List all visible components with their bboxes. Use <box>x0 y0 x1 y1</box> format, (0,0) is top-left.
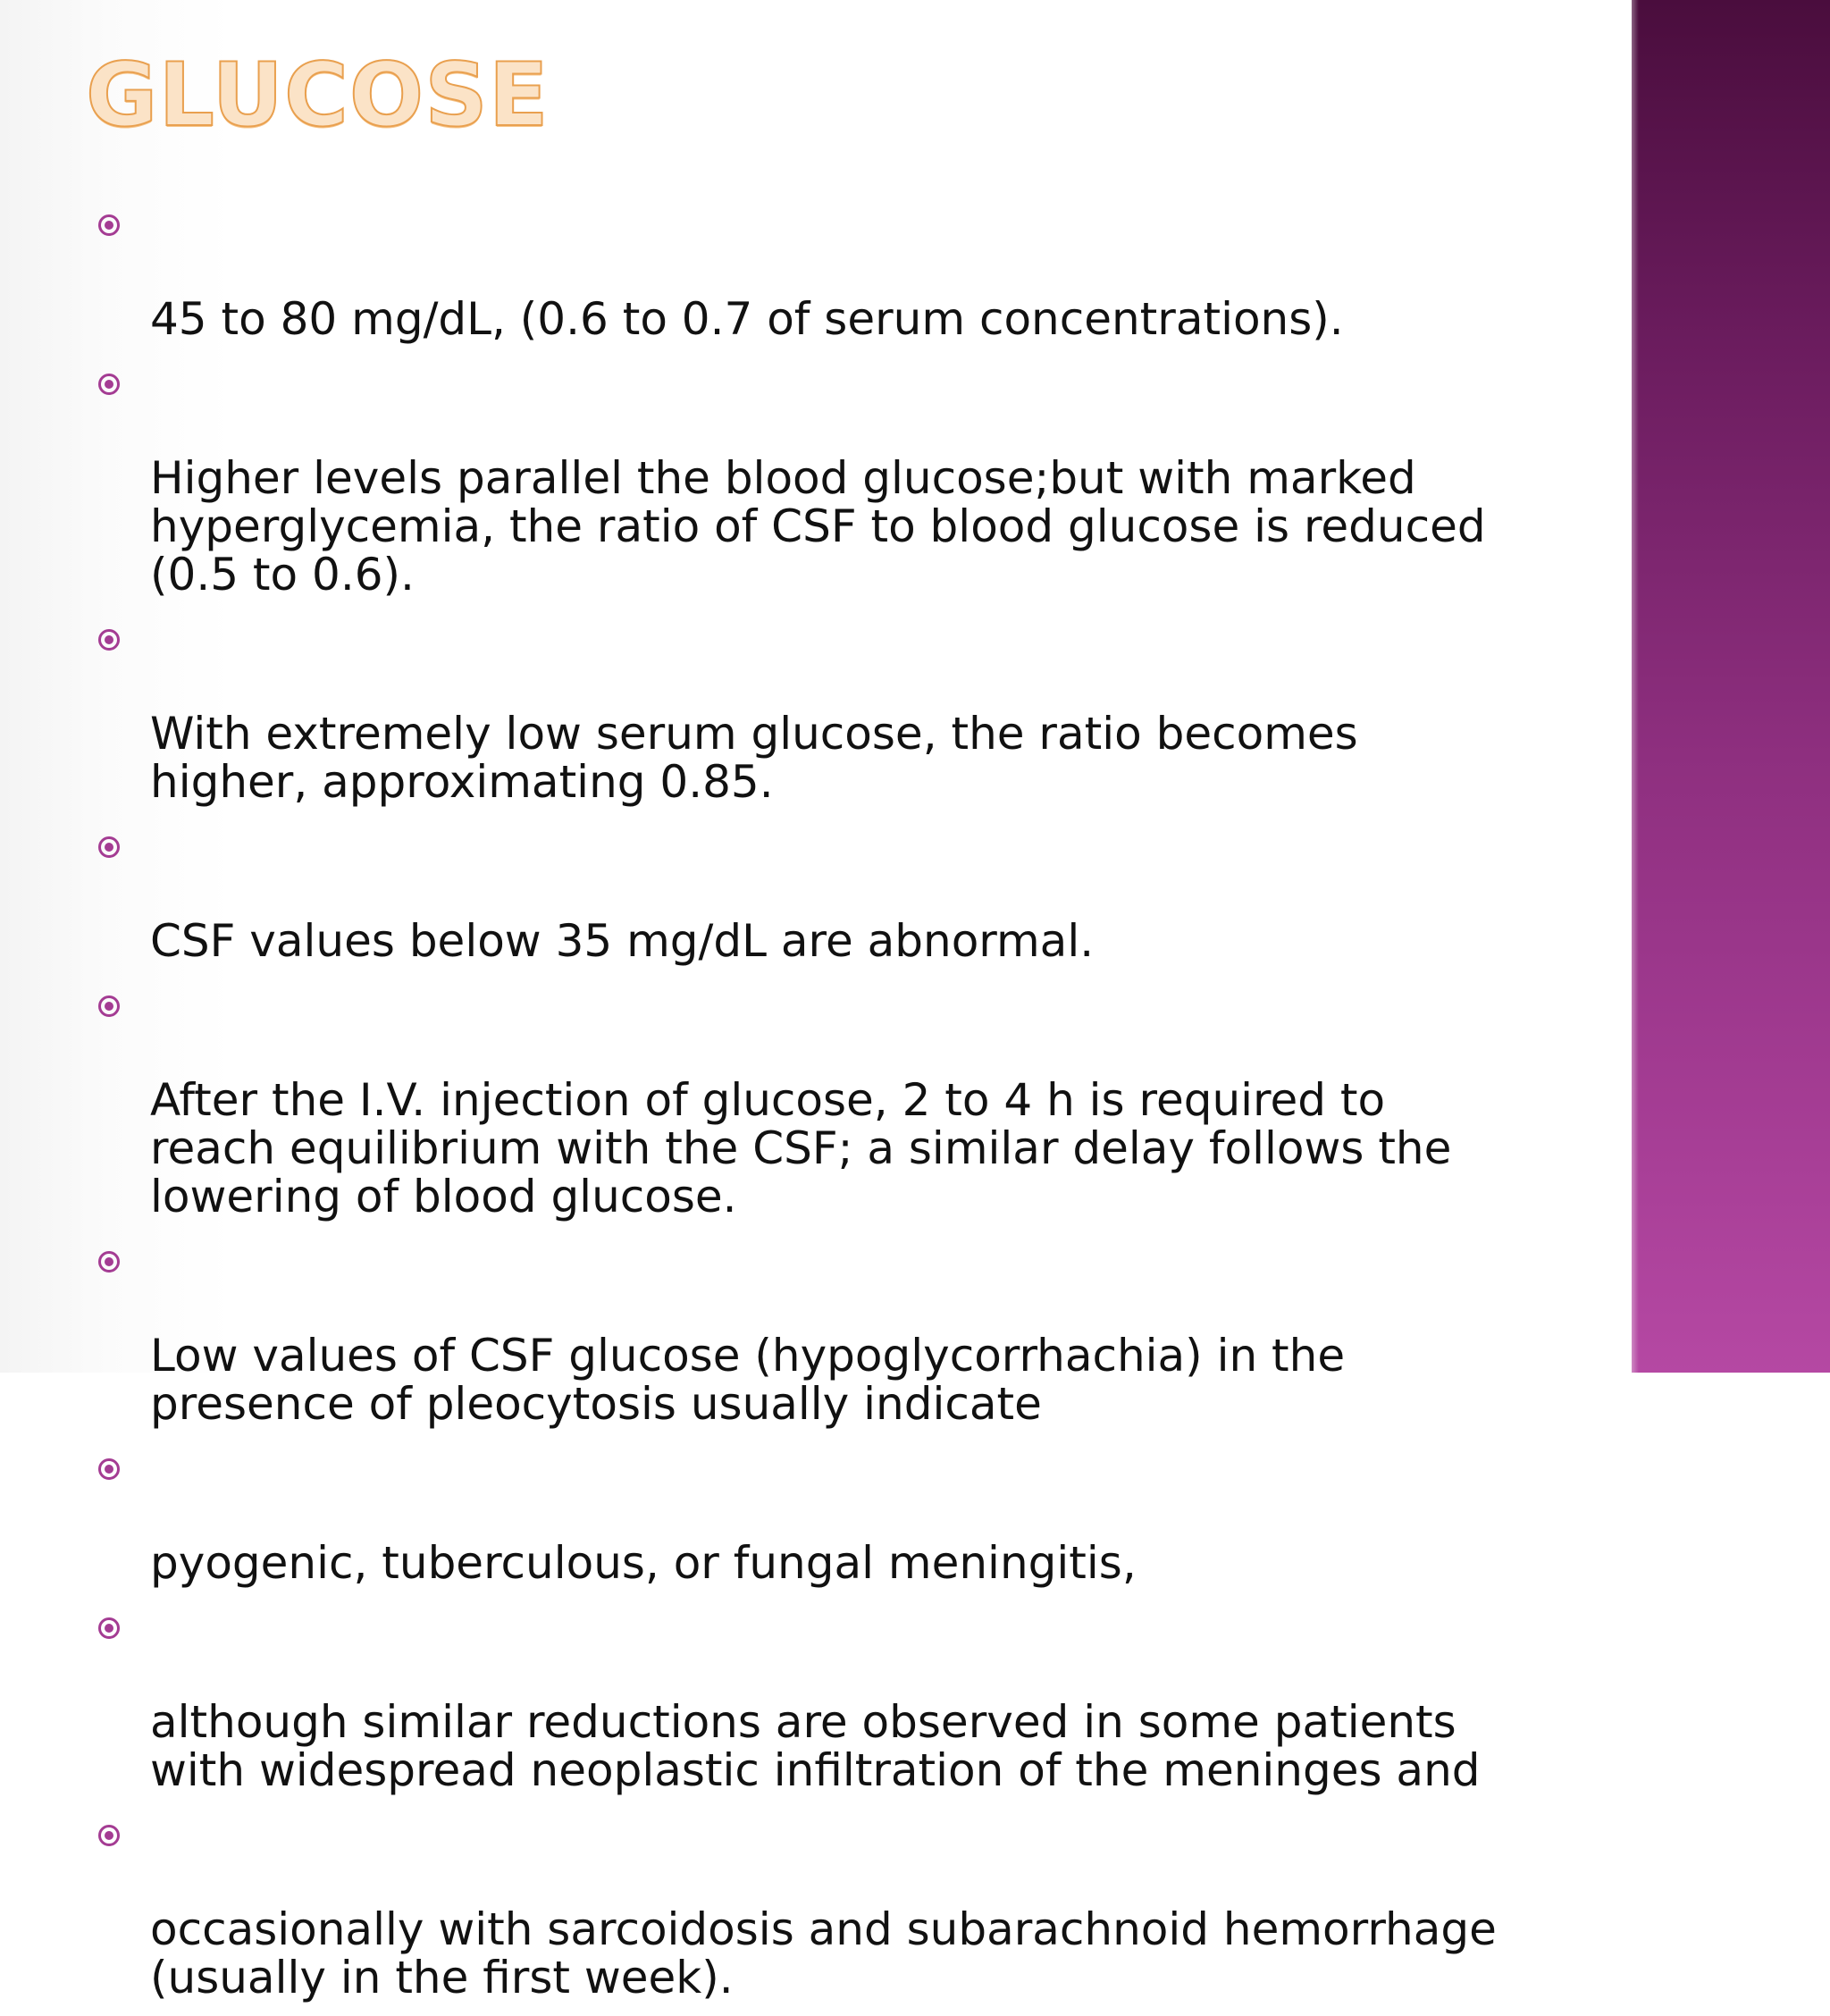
bullet-item <box>93 1601 1523 1794</box>
bullet-text: With extremely low serum glucose, the ratio becomes higher, approximating 0.85. <box>150 708 1358 808</box>
bullet-text: Low values of CSF glucose (hypoglycorrhachia) in the presence of pleocytosis usually indicate <box>150 1330 1346 1430</box>
circled-dot-icon <box>98 995 120 1017</box>
circled-dot-icon <box>98 1825 120 1846</box>
decorative-side-band <box>1632 0 1830 1373</box>
bullet-text: After the I.V. injection of glucose, 2 to 4 h is required to reach equilibrium with the CSF; a similar delay follows the lowering of blood glucose. <box>150 1074 1452 1222</box>
bullet-text: 45 to 80 mg/dL, (0.6 to 0.7 of serum concentrations). <box>150 293 1344 345</box>
bullet-text: CSF values below 35 mg/dL are abnormal. <box>150 915 1095 967</box>
circled-dot-icon <box>98 374 120 395</box>
bullet-item <box>93 613 1523 806</box>
circled-dot-icon <box>98 214 120 236</box>
circled-dot-icon <box>98 1617 120 1639</box>
circled-dot-icon <box>98 836 120 858</box>
bullet-item <box>93 1442 1523 1587</box>
circled-dot-icon <box>98 1251 120 1273</box>
slide-title: GLUCOSE <box>86 45 550 147</box>
bullet-item <box>93 357 1523 599</box>
bullet-item <box>93 198 1523 343</box>
bullet-text: pyogenic, tuberculous, or fungal meningitis, <box>150 1537 1137 1589</box>
bullet-item <box>93 820 1523 965</box>
bullet-item <box>93 1809 1523 2002</box>
bullet-item <box>93 979 1523 1221</box>
bullet-item <box>93 1235 1523 1428</box>
bullet-list <box>93 198 1523 2016</box>
circled-dot-icon <box>98 629 120 651</box>
bullet-text: occasionally with sarcoidosis and subarachnoid hemorrhage (usually in the first week). <box>150 1903 1497 2003</box>
bullet-text: although similar reductions are observed in some patients with widespread neoplastic infiltration of the meninges and <box>150 1696 1481 1796</box>
bullet-text: Higher levels parallel the blood glucose;but with marked hyperglycemia, the ratio of CSF to blood glucose is reduced (0.5 to 0.6). <box>150 452 1486 601</box>
circled-dot-icon <box>98 1458 120 1480</box>
